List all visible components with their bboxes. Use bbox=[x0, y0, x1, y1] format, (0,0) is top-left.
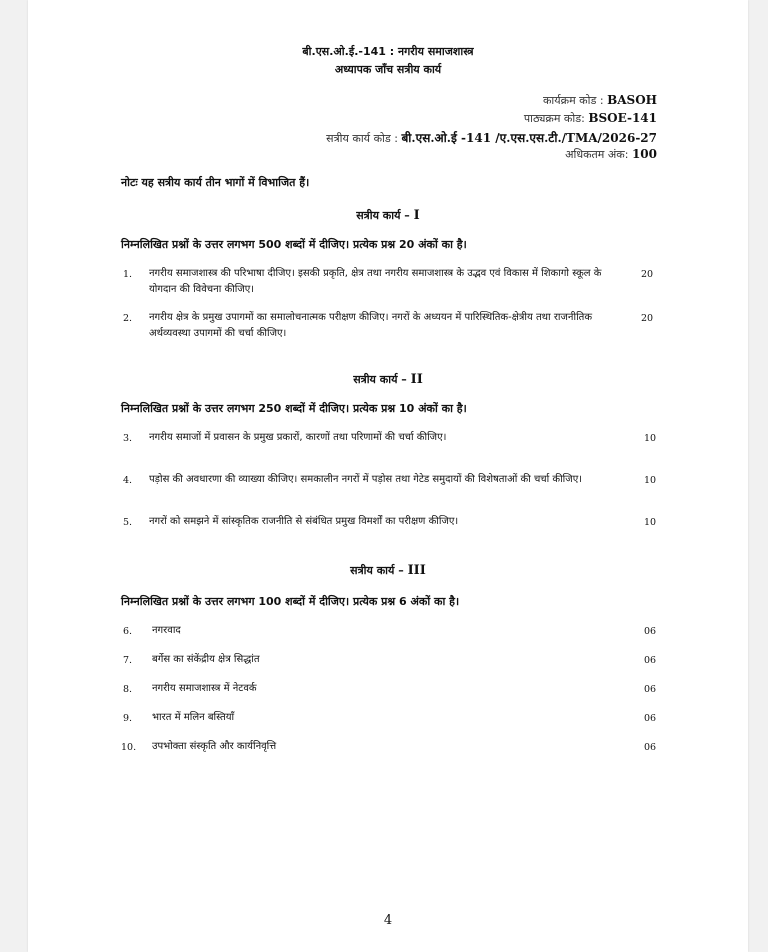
document-title: बी.एस.ओ.ई.-141 : नगरीय समाजशास्त्र bbox=[302, 45, 474, 58]
question-marks: 20 bbox=[641, 313, 654, 324]
question-number: 1. bbox=[123, 269, 133, 280]
question-marks: 06 bbox=[644, 742, 657, 753]
section-title: सत्रीय कार्य – II bbox=[353, 372, 423, 387]
question-text: नगरीय समाजों में प्रवासन के प्रमुख प्रकारों, कारणों तथा परिणामों की चर्चा कीजिए। bbox=[149, 432, 447, 443]
course-code-value: BSOE-141 bbox=[588, 111, 657, 125]
programme-code bbox=[543, 93, 657, 108]
question-number: 6. bbox=[123, 626, 133, 637]
question-number: 5. bbox=[123, 517, 133, 528]
section-instruction: निम्नलिखित प्रश्नों के उत्तर लगभग 500 शब्दों में दीजिए। प्रत्येक प्रश्न 20 अंकों का है। bbox=[121, 238, 467, 251]
question-number: 9. bbox=[123, 713, 133, 724]
question-marks: 06 bbox=[644, 684, 657, 695]
question-text: नगरीय समाजशास्त्र की परिभाषा दीजिए। इसकी प्रकृति, क्षेत्र तथा नगरीय समाजशास्त्र के उद्भव एवं विकास में शिकागो स्कूल के योगदान की विवेचना कीजिए। bbox=[149, 268, 602, 295]
question-marks: 06 bbox=[644, 655, 657, 666]
question-text: नगरीय क्षेत्र के प्रमुख उपागमों का समालोचनात्मक परीक्षण कीजिए। नगरों के अध्ययन में पारिस्थितिक-क्षेत्रीय तथा राजनीतिक अर्थव्यवस्था उपागमों की चर्चा कीजिए। bbox=[149, 312, 593, 339]
question-text: भारत में मलिन बस्तियाँ bbox=[152, 712, 235, 723]
section-instruction: निम्नलिखित प्रश्नों के उत्तर लगभग 250 शब्दों में दीजिए। प्रत्येक प्रश्न 10 अंकों का है। bbox=[121, 402, 467, 415]
page-number: 4 bbox=[383, 913, 393, 928]
note-text: नोटः यह सत्रीय कार्य तीन भागों में विभाजित हैं। bbox=[121, 176, 310, 189]
assignment-code-label: सत्रीय कार्य कोड : bbox=[326, 132, 398, 145]
question-marks: 10 bbox=[644, 433, 657, 444]
question-text: बर्गेस का संकेंद्रीय क्षेत्र सिद्धांत bbox=[152, 654, 260, 665]
course-code bbox=[524, 111, 657, 126]
max-marks-value: 100 bbox=[631, 147, 657, 161]
question-number: 8. bbox=[123, 684, 133, 695]
section-title: सत्रीय कार्य – I bbox=[356, 208, 420, 223]
assignment-code-value: बी.एस.ओ.ई -141 /ए.एस.एस.टी./TMA/2026-27 bbox=[401, 131, 657, 145]
question-marks: 10 bbox=[644, 475, 657, 486]
programme-code-label: कार्यक्रम कोड : bbox=[542, 94, 604, 107]
section-instruction: निम्नलिखित प्रश्नों के उत्तर लगभग 100 शब्दों में दीजिए। प्रत्येक प्रश्न 6 अंकों का है। bbox=[121, 595, 460, 608]
question-marks: 10 bbox=[644, 517, 657, 528]
question-text: नगरों को समझने में सांस्कृतिक राजनीति से संबंधित प्रमुख विमर्शों का परीक्षण कीजिए। bbox=[149, 516, 459, 527]
question-number: 3. bbox=[123, 433, 133, 444]
question-number: 10. bbox=[121, 742, 137, 753]
document-subtitle: अध्यापक जाँच सत्रीय कार्य bbox=[334, 63, 442, 76]
course-code-label: पाठ्यक्रम कोड: bbox=[523, 112, 585, 125]
document-page bbox=[28, 0, 748, 952]
max-marks bbox=[565, 147, 657, 162]
max-marks-label: अधिकतम अंक: bbox=[565, 148, 629, 161]
question-marks: 06 bbox=[644, 713, 657, 724]
assignment-code bbox=[326, 129, 657, 146]
question-text: पड़ोस की अवधारणा की व्याख्या कीजिए। समकालीन नगरों में पड़ोस तथा गेटेड समुदायों की विशेषताओं की चर्चा कीजिए। bbox=[149, 474, 583, 485]
question-number: 7. bbox=[123, 655, 133, 666]
question-text: नगरीय समाजशास्त्र में नेटवर्क bbox=[152, 683, 257, 694]
question-marks: 06 bbox=[644, 626, 657, 637]
question-number: 4. bbox=[123, 475, 133, 486]
question-text: उपभोक्ता संस्कृति और कार्यनिवृत्ति bbox=[152, 741, 277, 752]
programme-code-value: BASOH bbox=[607, 93, 657, 107]
section-title: सत्रीय कार्य – III bbox=[350, 563, 426, 578]
question-text: नगरवाद bbox=[152, 625, 181, 636]
question-number: 2. bbox=[123, 313, 133, 324]
question-marks: 20 bbox=[641, 269, 654, 280]
